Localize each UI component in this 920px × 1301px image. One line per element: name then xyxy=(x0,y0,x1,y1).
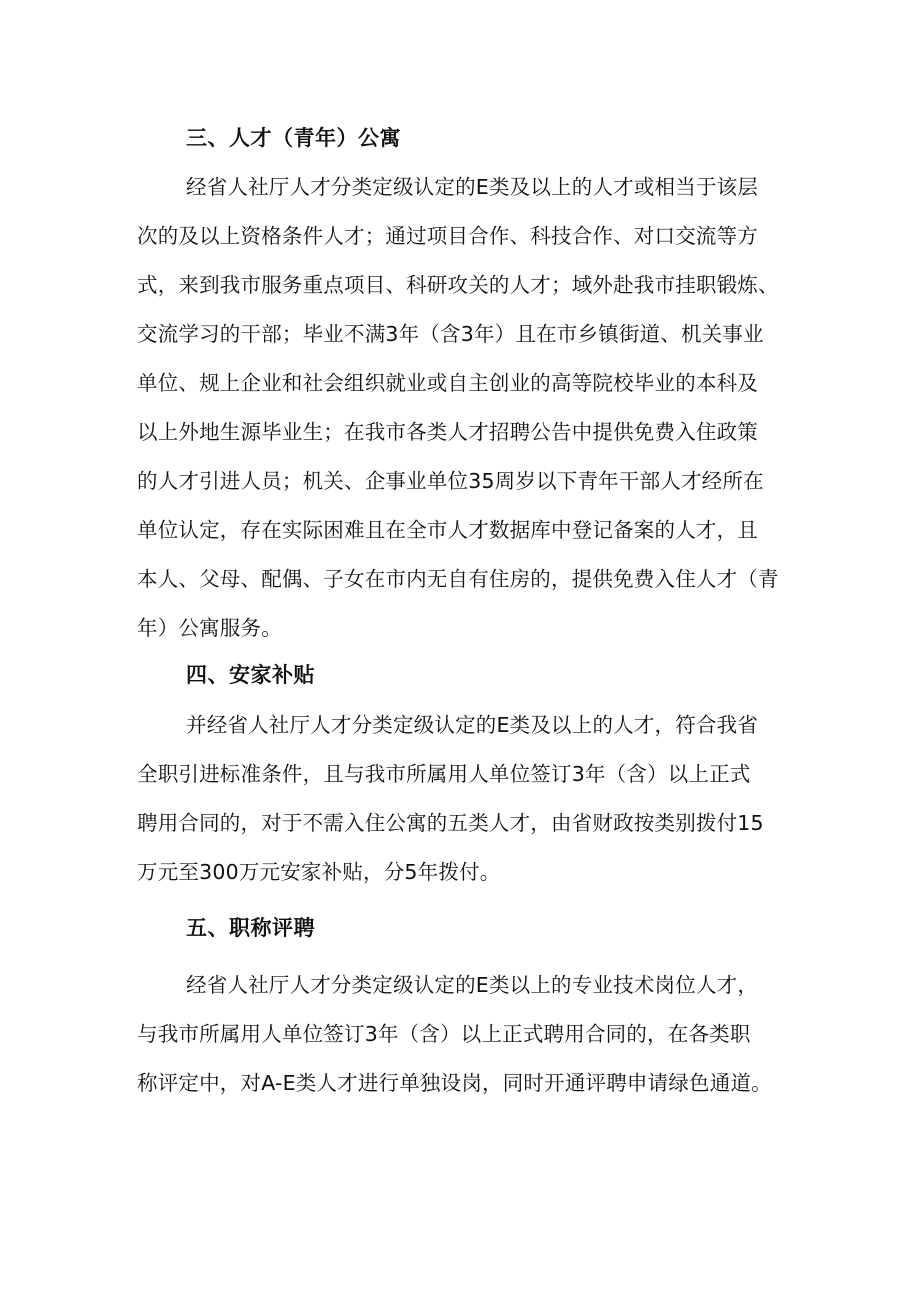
paragraph-line: 万元至300万元安家补贴，分5年拨付。 xyxy=(137,860,501,884)
paragraph-line: 与我市所属用人单位签订3年（含）以上正式聘用合同的，在各类职 xyxy=(137,1022,751,1046)
paragraph-line: 全职引进标准条件，且与我市所属用人单位签订3年（含）以上正式 xyxy=(137,762,751,786)
paragraph-line: 的人才引进人员；机关、企事业单位35周岁以下青年干部人才经所在 xyxy=(137,469,764,493)
paragraph-line: 称评定中，对A-E类人才进行单独设岗，同时开通评聘申请绿色通道。 xyxy=(137,1071,772,1095)
paragraph-line: 经省人社厅人才分类定级认定的E类以上的专业技术岗位人才， xyxy=(186,973,759,997)
paragraph-line: 年）公寓服务。 xyxy=(137,616,282,640)
paragraph-line: 并经省人社厅人才分类定级认定的E类及以上的人才，符合我省 xyxy=(186,713,759,737)
paragraph-line: 式，来到我市服务重点项目、科研攻关的人才；域外赴我市挂职锻炼、 xyxy=(137,273,779,297)
paragraph-line: 交流学习的干部；毕业不满3年（含3年）且在市乡镇街道、机关事业 xyxy=(137,322,764,346)
paragraph-line: 次的及以上资格条件人才；通过项目合作、科技合作、对口交流等方 xyxy=(137,224,758,248)
paragraph-line: 单位、规上企业和社会组织就业或自主创业的高等院校毕业的本科及 xyxy=(137,371,758,395)
paragraph-line: 本人、父母、配偶、子女在市内无自有住房的，提供免费入住人才（青 xyxy=(137,567,779,591)
section-heading-housing-subsidy: 四、安家补贴 xyxy=(186,663,315,687)
paragraph-line: 聘用合同的，对于不需入住公寓的五类人才，由省财政按类别拨付15 xyxy=(137,811,764,835)
paragraph-line: 单位认定，存在实际困难且在全市人才数据库中登记备案的人才，且 xyxy=(137,518,758,542)
paragraph-line: 经省人社厅人才分类定级认定的E类及以上的人才或相当于该层 xyxy=(186,175,759,199)
section-heading-title-evaluation: 五、职称评聘 xyxy=(186,916,315,940)
section-heading-apartment: 三、人才（青年）公寓 xyxy=(186,126,401,150)
paragraph-line: 以上外地生源毕业生；在我市各类人才招聘公告中提供免费入住政策 xyxy=(137,420,758,444)
